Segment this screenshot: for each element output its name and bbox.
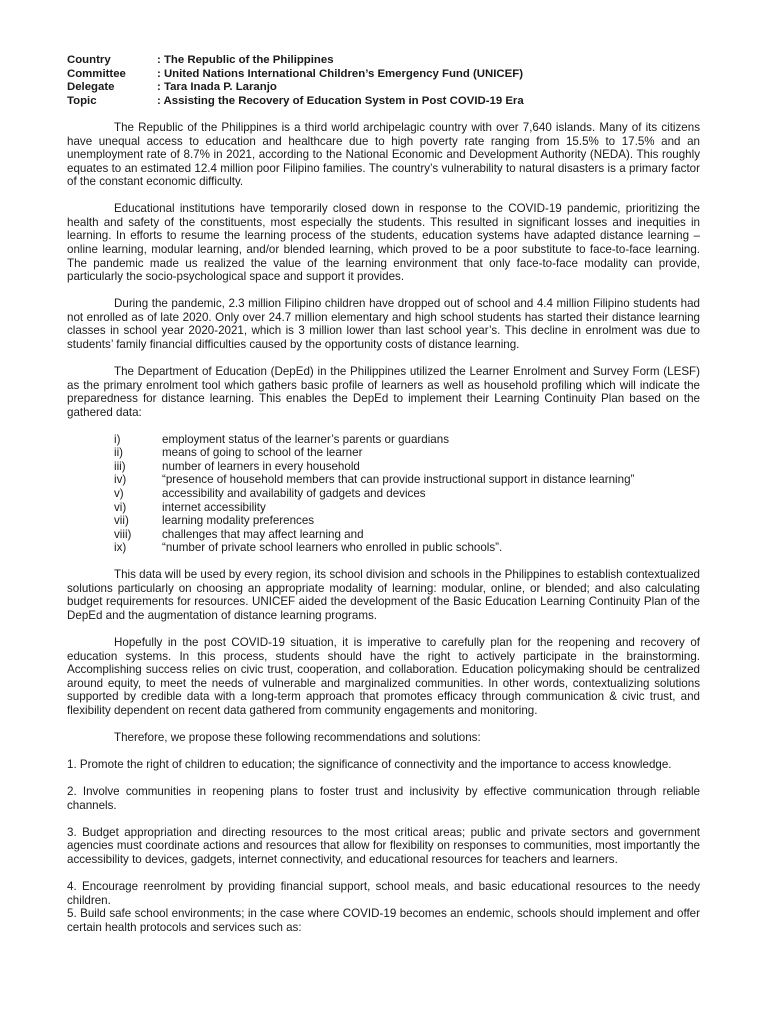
header-value: : United Nations International Children’s Emergency Fund (UNICEF): [157, 67, 524, 80]
header-row-topic: [67, 95, 707, 109]
list-item: [67, 433, 700, 447]
recommendation-3: 3. Budget appropriation and directing resources to the most critical areas; public and private sectors and government agencies must coordinate actions and resources that allow for flexibility on responses to communities, most importantly the accessibility to devices, gadgets, internet connectivity, and educational resources for teachers and learners.: [67, 825, 700, 866]
list-text: accessibility and availability of gadgets and devices: [162, 486, 426, 500]
list-text: means of going to school of the learner: [162, 446, 363, 460]
list-item: [67, 473, 700, 487]
list-item: [67, 460, 700, 474]
list-text: number of learners in every household: [162, 459, 360, 473]
list-item: [67, 528, 700, 542]
paragraph: The Department of Education (DepEd) in the Philippines utilized the Learner Enrolment and Survey Form (LESF) as the primary enrolment tool which gathers basic profile of learners as well as household profiling which will indicate the preparedness for distance learning. This enables the DepEd to implement their Learning Continuity Plan based on the gathered data:: [67, 364, 700, 419]
list-item: [67, 501, 700, 515]
list-number: vii): [114, 514, 129, 528]
list-text: employment status of the learner’s parents or guardians: [162, 432, 449, 446]
list-number: iii): [114, 459, 126, 473]
list-number: ii): [114, 446, 124, 460]
list-number: ix): [114, 541, 127, 555]
paragraph: During the pandemic, 2.3 million Filipino children have dropped out of school and 4.4 million Filipino students had not enrolled as of late 2020. Only over 24.7 million elementary and high school students has started their distance learning classes in school year 2020-2021, which is 3 million lower than last school year’s. This decline in enrolment was due to students’ family financial difficulties caused by the opportunity costs of distance learning.: [67, 297, 700, 351]
list-text: “number of private school learners who enrolled in public schools”.: [162, 541, 503, 555]
header-row-country: [67, 54, 707, 68]
recommendation-4: 4. Encourage reenrolment by providing financial support, school meals, and basic educational resources to the needy children.: [67, 880, 700, 907]
list-text: internet accessibility: [162, 500, 266, 514]
header-label: Topic: [67, 94, 97, 107]
list-number: viii): [114, 527, 132, 541]
list-number: i): [114, 432, 121, 446]
header-row-delegate: [67, 81, 707, 95]
lesf-data-list: [67, 433, 700, 555]
recommendation-1: 1. Promote the right of children to education; the significance of connectivity and the importance to access knowledge.: [67, 758, 672, 772]
position-paper-header: [67, 54, 707, 108]
header-value: : Tara Inada P. Laranjo: [157, 81, 277, 94]
recommendation-5: 5. Build safe school environments; in the case where COVID-19 becomes an endemic, schools should implement and offer certain health protocols and services such as:: [67, 907, 700, 934]
recommendation-2: 2. Involve communities in reopening plans to foster trust and inclusivity by effective communication through reliable channels.: [67, 785, 700, 812]
list-text: “presence of household members that can provide instructional support in distance learning”: [162, 473, 635, 487]
paragraph: Hopefully in the post COVID-19 situation, it is imperative to carefully plan for the reopening and recovery of education systems. In this process, students should have the right to actively participate in the brainstorming. Accomplishing success relies on civic trust, cooperation, and collaboration. Education policymaking should be centralized around equity, to meet the needs of vulnerable and marginalized communities. In other words, contextualizing solutions supported by credible data with a long-term approach that promotes efficacy through communication & civic trust, and flexibility dependent on recent data gathered from community engagements and monitoring.: [67, 636, 700, 717]
header-label: Delegate: [67, 81, 115, 94]
list-item: [67, 514, 700, 528]
list-item: [67, 446, 700, 460]
header-value: : Assisting the Recovery of Education System in Post COVID-19 Era: [157, 94, 524, 107]
list-item: [67, 541, 700, 555]
paragraph: Therefore, we propose these following recommendations and solutions:: [114, 730, 481, 744]
header-value: : The Republic of the Philippines: [157, 54, 334, 66]
paragraph: Educational institutions have temporarily closed down in response to the COVID-19 pandemic, prioritizing the health and safety of the constituents, most especially the students. This resulted in significant losses and inequities in learning. In efforts to resume the learning process of the students, education systems have adapted distance learning – online learning, modular learning, and/or blended learning, which proved to be a poor substitute to face-to-face learning. The pandemic made us realized the value of the learning environment that only face-to-face modality can provide, particularly the socio-psychological space and support it provides.: [67, 202, 700, 284]
header-row-committee: [67, 68, 707, 82]
header-label: Committee: [67, 67, 126, 80]
list-text: learning modality preferences: [162, 514, 315, 528]
document-body: [67, 121, 700, 948]
list-number: v): [114, 486, 124, 500]
list-item: [67, 487, 700, 501]
list-number: iv): [114, 473, 127, 487]
paragraph: This data will be used by every region, its school division and schools in the Philippines to establish contextualized solutions particularly on choosing an appropriate modality of learning: modular, online, or blended; and also calculating budget requirements for resources. UNICEF aided the development of the Basic Education Learning Continuity Plan of the DepEd and the augmentation of distance learning programs.: [67, 568, 700, 622]
paragraph: The Republic of the Philippines is a third world archipelagic country with over 7,640 islands. Many of its citizens have unequal access to education and healthcare due to high poverty rate ranging from 15.5% to 17.5% and an unemployment rate of 8.7% in 2021, according to the National Economic and Development Authority (NEDA). This roughly equates to an estimated 12.4 million poor Filipino families. The country’s vulnerability to natural disasters is a primary factor of the constant economic difficulty.: [67, 121, 700, 189]
list-number: vi): [114, 500, 127, 514]
list-text: challenges that may affect learning and: [162, 527, 364, 541]
header-label: Country: [67, 54, 111, 66]
